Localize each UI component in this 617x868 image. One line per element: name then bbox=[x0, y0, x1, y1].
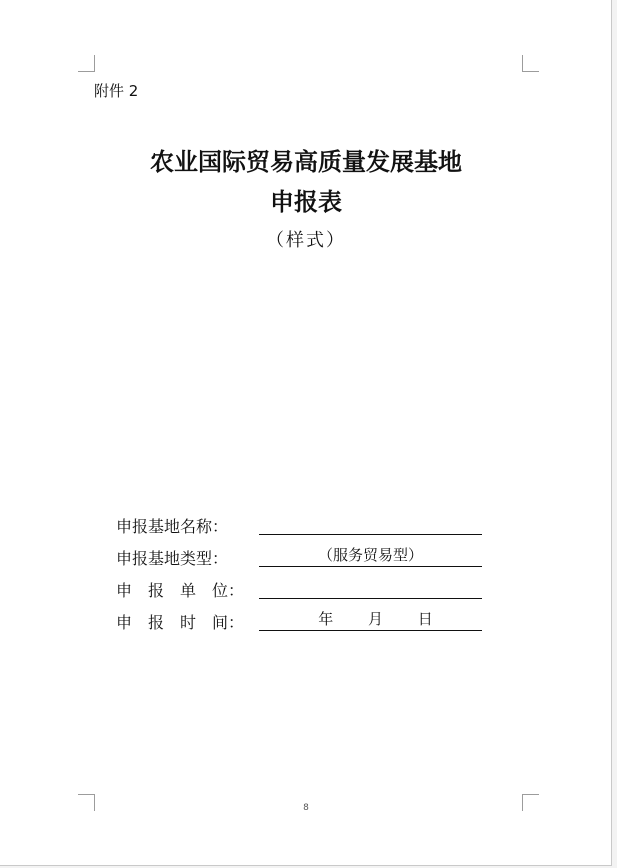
form-row-base-name bbox=[116, 512, 486, 544]
crop-mark-top-left bbox=[78, 55, 95, 72]
applicant-field[interactable] bbox=[259, 576, 482, 599]
form-row-applicant bbox=[116, 576, 486, 608]
form-row-base-type bbox=[116, 544, 486, 576]
document-subtitle: （样式） bbox=[266, 230, 346, 251]
date-month-unit: 月 bbox=[367, 610, 383, 628]
application-date-label: 申 报 时 间： bbox=[116, 613, 245, 632]
document-title-line1: 农业国际贸易高质量发展基地 bbox=[150, 147, 462, 176]
base-type-field[interactable]: （服务贸易型） bbox=[259, 544, 482, 567]
form-row-date bbox=[116, 608, 486, 640]
base-type-label: 申报基地类型： bbox=[116, 549, 229, 568]
application-date-field[interactable] bbox=[259, 608, 482, 631]
applicant-label: 申 报 单 位： bbox=[116, 581, 245, 600]
base-name-field[interactable] bbox=[259, 512, 482, 535]
date-day-unit: 日 bbox=[417, 610, 433, 628]
date-year-unit: 年 bbox=[318, 610, 334, 628]
attachment-label: 附件 2 bbox=[94, 82, 139, 100]
application-form bbox=[116, 512, 486, 640]
page-number: 8 bbox=[303, 803, 309, 813]
crop-mark-top-right bbox=[522, 55, 539, 72]
base-name-label: 申报基地名称： bbox=[116, 517, 229, 536]
document-title-line2: 申报表 bbox=[270, 187, 342, 216]
